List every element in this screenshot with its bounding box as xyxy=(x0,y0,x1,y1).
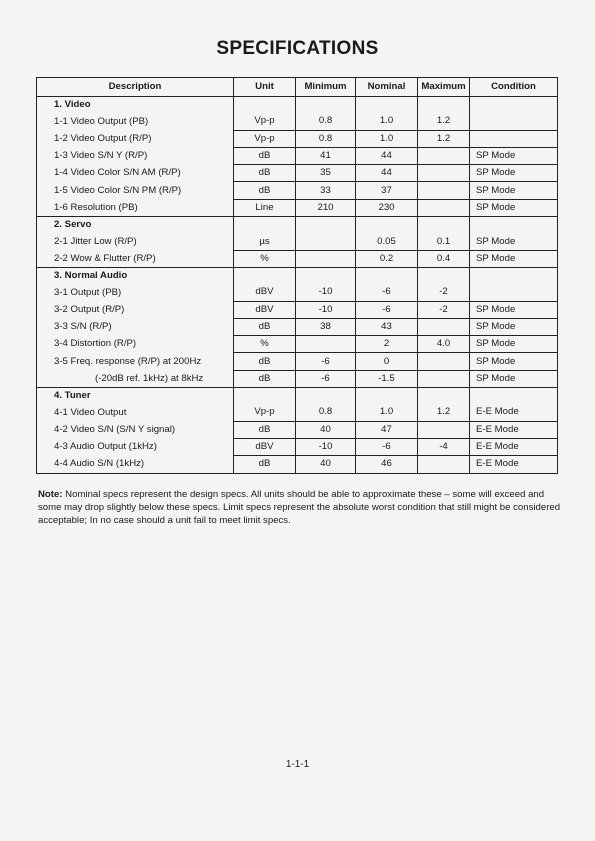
header-minimum: Minimum xyxy=(296,78,356,97)
empty-cell xyxy=(470,388,558,405)
spec-minimum xyxy=(296,233,356,250)
spec-unit: Line xyxy=(234,199,296,216)
header-maximum: Maximum xyxy=(418,78,470,97)
spec-unit: dBV xyxy=(234,438,296,455)
spec-description: 2-1 Jitter Low (R/P) xyxy=(37,233,234,250)
spec-maximum: 1.2 xyxy=(418,130,470,147)
table-row xyxy=(37,233,558,250)
spec-condition: E-E Mode xyxy=(470,456,558,473)
spec-minimum: -10 xyxy=(296,438,356,455)
spec-minimum: -6 xyxy=(296,353,356,370)
spec-condition xyxy=(470,284,558,301)
spec-condition: SP Mode xyxy=(470,301,558,318)
table-row xyxy=(37,353,558,370)
spec-description: 3-1 Output (PB) xyxy=(37,284,234,301)
table-row xyxy=(37,199,558,216)
empty-cell xyxy=(296,267,356,284)
spec-unit: Vp-p xyxy=(234,113,296,130)
note-label: Note: xyxy=(38,489,63,500)
spec-unit: % xyxy=(234,336,296,353)
spec-minimum: 210 xyxy=(296,199,356,216)
spec-maximum xyxy=(418,456,470,473)
spec-nominal: 43 xyxy=(356,318,418,335)
spec-description: 1-3 Video S/N Y (R/P) xyxy=(37,147,234,164)
spec-minimum: 38 xyxy=(296,318,356,335)
table-row xyxy=(37,113,558,130)
spec-nominal: -6 xyxy=(356,438,418,455)
table-row xyxy=(37,250,558,267)
section-heading: 3. Normal Audio xyxy=(37,267,234,284)
header-unit: Unit xyxy=(234,78,296,97)
spec-unit: dB xyxy=(234,456,296,473)
spec-condition: SP Mode xyxy=(470,318,558,335)
section-heading: 1. Video xyxy=(37,97,234,114)
table-row xyxy=(37,284,558,301)
empty-cell xyxy=(234,97,296,114)
page-number: 1-1-1 xyxy=(285,759,310,770)
spec-minimum: 41 xyxy=(296,147,356,164)
spec-nominal: -1.5 xyxy=(356,370,418,387)
spec-nominal: -6 xyxy=(356,301,418,318)
table-row xyxy=(37,404,558,421)
empty-cell xyxy=(418,388,470,405)
table-row xyxy=(37,456,558,473)
empty-cell xyxy=(234,388,296,405)
spec-description: 2-2 Wow & Flutter (R/P) xyxy=(37,250,234,267)
spec-nominal: 0 xyxy=(356,353,418,370)
empty-cell xyxy=(470,97,558,114)
section-heading-row xyxy=(37,267,558,284)
spec-condition: SP Mode xyxy=(470,182,558,199)
spec-nominal: 1.0 xyxy=(356,130,418,147)
spec-condition: SP Mode xyxy=(470,233,558,250)
spec-condition: E-E Mode xyxy=(470,438,558,455)
spec-condition xyxy=(470,130,558,147)
spec-maximum: -4 xyxy=(418,438,470,455)
empty-cell xyxy=(234,217,296,234)
spec-description: 1-5 Video Color S/N PM (R/P) xyxy=(37,182,234,199)
spec-nominal: 0.2 xyxy=(356,250,418,267)
spec-nominal: 37 xyxy=(356,182,418,199)
header-condition: Condition xyxy=(470,78,558,97)
empty-cell xyxy=(418,97,470,114)
spec-minimum: 40 xyxy=(296,421,356,438)
spec-description: 3-2 Output (R/P) xyxy=(37,301,234,318)
spec-nominal: 230 xyxy=(356,199,418,216)
page-title: SPECIFICATIONS xyxy=(216,38,379,59)
section-heading: 2. Servo xyxy=(37,217,234,234)
spec-nominal: 1.0 xyxy=(356,404,418,421)
spec-maximum xyxy=(418,353,470,370)
table-body xyxy=(37,97,558,474)
spec-minimum: 0.8 xyxy=(296,113,356,130)
spec-minimum: 0.8 xyxy=(296,130,356,147)
spec-unit: dB xyxy=(234,318,296,335)
spec-nominal: 2 xyxy=(356,336,418,353)
spec-maximum: 1.2 xyxy=(418,113,470,130)
table-row xyxy=(37,421,558,438)
spec-minimum: -10 xyxy=(296,301,356,318)
spec-condition: SP Mode xyxy=(470,165,558,182)
spec-maximum xyxy=(418,182,470,199)
spec-description: 4-3 Audio Output (1kHz) xyxy=(37,438,234,455)
spec-description: 4-2 Video S/N (S/N Y signal) xyxy=(37,421,234,438)
spec-condition: SP Mode xyxy=(470,336,558,353)
spec-description: 1-1 Video Output (PB) xyxy=(37,113,234,130)
spec-maximum: -2 xyxy=(418,301,470,318)
spec-condition: E-E Mode xyxy=(470,404,558,421)
header-nominal: Nominal xyxy=(356,78,418,97)
empty-cell xyxy=(356,217,418,234)
spec-unit: Vp-p xyxy=(234,404,296,421)
footnote xyxy=(38,488,564,527)
empty-cell xyxy=(356,97,418,114)
spec-description: 3-5 Freq. response (R/P) at 200Hz xyxy=(37,353,234,370)
empty-cell xyxy=(470,217,558,234)
empty-cell xyxy=(296,217,356,234)
note-text: Nominal specs represent the design specs. All units should be able to approximate these – some will exceed and some may drop slightly below these specs. Limit specs represent the absolute worst condition that still might be considered acceptable; In no case should a unit fail to meet limit specs. xyxy=(38,489,561,526)
empty-cell xyxy=(356,267,418,284)
spec-minimum: 33 xyxy=(296,182,356,199)
spec-unit: dB xyxy=(234,165,296,182)
spec-maximum: 0.4 xyxy=(418,250,470,267)
table-row xyxy=(37,336,558,353)
spec-maximum xyxy=(418,165,470,182)
spec-nominal: 46 xyxy=(356,456,418,473)
spec-condition: SP Mode xyxy=(470,250,558,267)
spec-unit: Vp-p xyxy=(234,130,296,147)
spec-nominal: 1.0 xyxy=(356,113,418,130)
spec-maximum: 1.2 xyxy=(418,404,470,421)
table-row xyxy=(37,318,558,335)
spec-nominal: 0.05 xyxy=(356,233,418,250)
spec-condition: SP Mode xyxy=(470,147,558,164)
table-row xyxy=(37,370,558,387)
section-heading-row xyxy=(37,217,558,234)
spec-description: 1-6 Resolution (PB) xyxy=(37,199,234,216)
spec-unit: dB xyxy=(234,147,296,164)
empty-cell xyxy=(470,267,558,284)
spec-nominal: 44 xyxy=(356,147,418,164)
spec-description: 3-3 S/N (R/P) xyxy=(37,318,234,335)
section-heading-row xyxy=(37,97,558,114)
spec-condition: E-E Mode xyxy=(470,421,558,438)
header-description: Description xyxy=(37,78,234,97)
spec-maximum: -2 xyxy=(418,284,470,301)
spec-condition: SP Mode xyxy=(470,353,558,370)
table-row xyxy=(37,301,558,318)
spec-maximum xyxy=(418,318,470,335)
empty-cell xyxy=(296,388,356,405)
empty-cell xyxy=(296,97,356,114)
spec-condition xyxy=(470,113,558,130)
spec-minimum xyxy=(296,336,356,353)
table-row xyxy=(37,147,558,164)
spec-unit: dBV xyxy=(234,301,296,318)
table-row xyxy=(37,438,558,455)
table-row xyxy=(37,130,558,147)
spec-description: (-20dB ref. 1kHz) at 8kHz xyxy=(37,370,234,387)
spec-minimum: -10 xyxy=(296,284,356,301)
specifications-table xyxy=(36,77,558,474)
spec-maximum xyxy=(418,199,470,216)
spec-maximum: 0.1 xyxy=(418,233,470,250)
empty-cell xyxy=(356,388,418,405)
spec-unit: dB xyxy=(234,182,296,199)
spec-description: 3-4 Distortion (R/P) xyxy=(37,336,234,353)
spec-minimum: -6 xyxy=(296,370,356,387)
empty-cell xyxy=(418,217,470,234)
spec-description: 1-4 Video Color S/N AM (R/P) xyxy=(37,165,234,182)
section-heading-row xyxy=(37,388,558,405)
spec-minimum xyxy=(296,250,356,267)
section-heading: 4. Tuner xyxy=(37,388,234,405)
spec-unit: µs xyxy=(234,233,296,250)
spec-description: 4-1 Video Output xyxy=(37,404,234,421)
spec-unit: dB xyxy=(234,421,296,438)
table-row xyxy=(37,165,558,182)
spec-unit: dB xyxy=(234,370,296,387)
spec-nominal: -6 xyxy=(356,284,418,301)
table-row xyxy=(37,182,558,199)
spec-maximum xyxy=(418,147,470,164)
spec-maximum: 4.0 xyxy=(418,336,470,353)
spec-unit: % xyxy=(234,250,296,267)
spec-maximum xyxy=(418,421,470,438)
spec-maximum xyxy=(418,370,470,387)
empty-cell xyxy=(234,267,296,284)
spec-condition: SP Mode xyxy=(470,199,558,216)
spec-description: 1-2 Video Output (R/P) xyxy=(37,130,234,147)
empty-cell xyxy=(418,267,470,284)
spec-nominal: 44 xyxy=(356,165,418,182)
spec-condition: SP Mode xyxy=(470,370,558,387)
spec-minimum: 0.8 xyxy=(296,404,356,421)
spec-minimum: 40 xyxy=(296,456,356,473)
spec-description: 4-4 Audio S/N (1kHz) xyxy=(37,456,234,473)
spec-minimum: 35 xyxy=(296,165,356,182)
table-header-row xyxy=(37,78,558,97)
spec-unit: dBV xyxy=(234,284,296,301)
spec-nominal: 47 xyxy=(356,421,418,438)
spec-unit: dB xyxy=(234,353,296,370)
